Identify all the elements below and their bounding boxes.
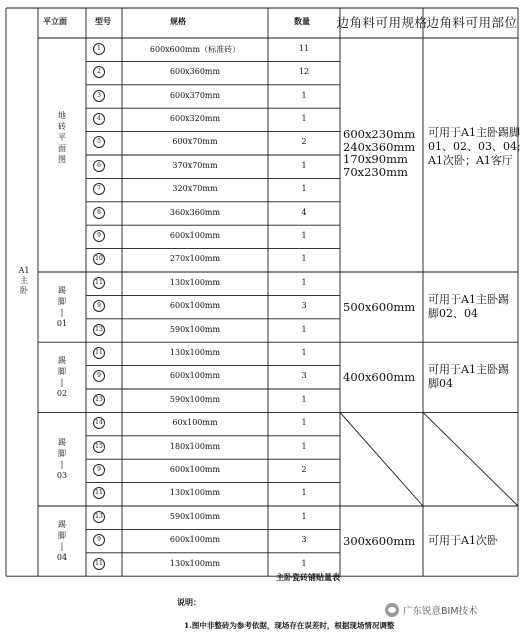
room-label: A1 主 卧 bbox=[18, 266, 30, 295]
header-qty: 数量 bbox=[294, 16, 310, 26]
type-number-badge: 11 bbox=[93, 558, 105, 570]
type-number-badge: 9 bbox=[93, 464, 105, 476]
watermark-text: 广东锐意BIM技术 bbox=[403, 606, 478, 617]
spec-cell: 320x70mm bbox=[172, 184, 218, 194]
note-1: 1.图中非整砖为参考依据，现场存在误差时，根据现场情况调整 bbox=[184, 621, 395, 630]
spec-cell: 600x100mm bbox=[169, 230, 221, 240]
header-edge-spec: 边角料可用规格 bbox=[336, 15, 428, 30]
qty-cell: 1 bbox=[301, 113, 307, 123]
type-number-badge: 13 bbox=[93, 394, 105, 406]
type-number-badge: 1 bbox=[93, 43, 105, 55]
qty-cell: 1 bbox=[301, 347, 307, 357]
table-caption: 主卧瓷砖铺贴量表 bbox=[276, 572, 340, 582]
qty-cell: 4 bbox=[301, 207, 307, 217]
notes-title: 说明： bbox=[177, 597, 201, 607]
spec-cell: 600x100mm bbox=[169, 371, 221, 381]
edge-use-cell: 可用于A1主卧踢脚 01、02、03、04; A1次卧；A1客厅 bbox=[428, 126, 521, 167]
spec-cell: 600x360mm bbox=[169, 67, 221, 77]
empty-cell-diagonal bbox=[340, 412, 423, 506]
edge-use-cell: 可用于A1次卧 bbox=[428, 534, 498, 548]
qty-cell: 2 bbox=[301, 464, 307, 474]
type-number-badge: 9 bbox=[93, 370, 105, 382]
spec-cell: 590x100mm bbox=[169, 511, 221, 521]
spec-cell: 600x100mm bbox=[169, 464, 221, 474]
watermark bbox=[385, 603, 478, 617]
qty-cell: 1 bbox=[301, 277, 307, 287]
header-type-no: 型号 bbox=[95, 16, 111, 26]
type-number-badge: 3 bbox=[93, 90, 105, 102]
spec-cell: 600x70mm bbox=[172, 137, 218, 147]
group-label: 踢 脚 | 02 bbox=[56, 356, 68, 399]
spec-cell: 600x100mm bbox=[169, 535, 221, 545]
qty-cell: 2 bbox=[301, 137, 307, 147]
spec-cell: 130x100mm bbox=[169, 488, 221, 498]
qty-cell: 1 bbox=[301, 160, 307, 170]
qty-cell: 3 bbox=[301, 371, 307, 381]
type-number-badge: 2 bbox=[93, 66, 105, 78]
group-label: 地 砖 平 面 图 bbox=[58, 110, 66, 164]
edge-use-cell: 可用于A1主卧踢 脚02、04 bbox=[428, 293, 509, 321]
type-number-badge: 10 bbox=[93, 253, 105, 265]
type-number-badge: 9 bbox=[93, 534, 105, 546]
qty-cell: 1 bbox=[301, 418, 307, 428]
type-number-badge: 5 bbox=[93, 136, 105, 148]
qty-cell: 1 bbox=[301, 558, 307, 568]
wechat-icon bbox=[385, 603, 399, 617]
type-number-badge: 9 bbox=[93, 230, 105, 242]
type-number-badge: 11 bbox=[93, 487, 105, 499]
spec-cell: 130x100mm bbox=[169, 347, 221, 357]
type-number-badge: 8 bbox=[93, 207, 105, 219]
qty-cell: 1 bbox=[301, 441, 307, 451]
qty-cell: 3 bbox=[301, 301, 307, 311]
group-label: 踢 脚 | 01 bbox=[56, 286, 68, 329]
qty-cell: 1 bbox=[301, 394, 307, 404]
type-number-badge: 6 bbox=[93, 160, 105, 172]
spec-cell: 600x370mm bbox=[169, 90, 221, 100]
qty-cell: 1 bbox=[301, 184, 307, 194]
type-number-badge: 15 bbox=[93, 441, 105, 453]
qty-cell: 1 bbox=[301, 324, 307, 334]
qty-cell: 1 bbox=[301, 511, 307, 521]
qty-cell: 1 bbox=[301, 254, 307, 264]
type-number-badge: 11 bbox=[93, 277, 105, 289]
edge-spec-cell: 600x230mm 240x360mm 170x90mm 70x230mm bbox=[343, 127, 416, 179]
qty-cell: 12 bbox=[298, 67, 310, 77]
header-plan: 平立面 bbox=[43, 16, 67, 26]
spec-cell: 600x100mm bbox=[169, 301, 221, 311]
spec-cell: 600x600mm（标准砖） bbox=[149, 44, 241, 54]
type-number-badge: 13 bbox=[93, 324, 105, 336]
spec-cell: 130x100mm bbox=[169, 277, 221, 287]
qty-cell: 3 bbox=[301, 535, 307, 545]
spec-cell: 130x100mm bbox=[169, 558, 221, 568]
spec-cell: 600x320mm bbox=[169, 113, 221, 123]
spec-cell: 60x100mm bbox=[172, 418, 218, 428]
type-number-badge: 13 bbox=[93, 511, 105, 523]
type-number-badge: 11 bbox=[93, 347, 105, 359]
group-label: 踢 脚 | 03 bbox=[56, 438, 68, 481]
qty-cell: 11 bbox=[298, 43, 310, 53]
type-number-badge: 9 bbox=[93, 300, 105, 312]
qty-cell: 1 bbox=[301, 488, 307, 498]
empty-cell-diagonal bbox=[423, 412, 518, 506]
edge-spec-cell: 400x600mm bbox=[343, 370, 416, 385]
edge-spec-cell: 500x600mm bbox=[343, 299, 416, 314]
type-number-badge: 4 bbox=[93, 113, 105, 125]
edge-use-cell: 可用于A1主卧踢 脚04 bbox=[428, 363, 509, 391]
group-label: 踢 脚 | 04 bbox=[56, 520, 68, 563]
qty-cell: 1 bbox=[301, 90, 307, 100]
spec-cell: 360x360mm bbox=[169, 207, 221, 217]
spec-cell: 590x100mm bbox=[169, 324, 221, 334]
spec-cell: 590x100mm bbox=[169, 394, 221, 404]
header-spec: 规格 bbox=[170, 16, 186, 26]
spec-cell: 180x100mm bbox=[169, 441, 221, 451]
type-number-badge: 7 bbox=[93, 183, 105, 195]
edge-spec-cell: 300x600mm bbox=[343, 533, 416, 548]
spec-cell: 270x100mm bbox=[169, 254, 221, 264]
qty-cell: 1 bbox=[301, 230, 307, 240]
spec-cell: 370x70mm bbox=[172, 160, 218, 170]
type-number-badge: 14 bbox=[93, 417, 105, 429]
header-edge-use: 边角料可用部位 bbox=[426, 15, 518, 30]
